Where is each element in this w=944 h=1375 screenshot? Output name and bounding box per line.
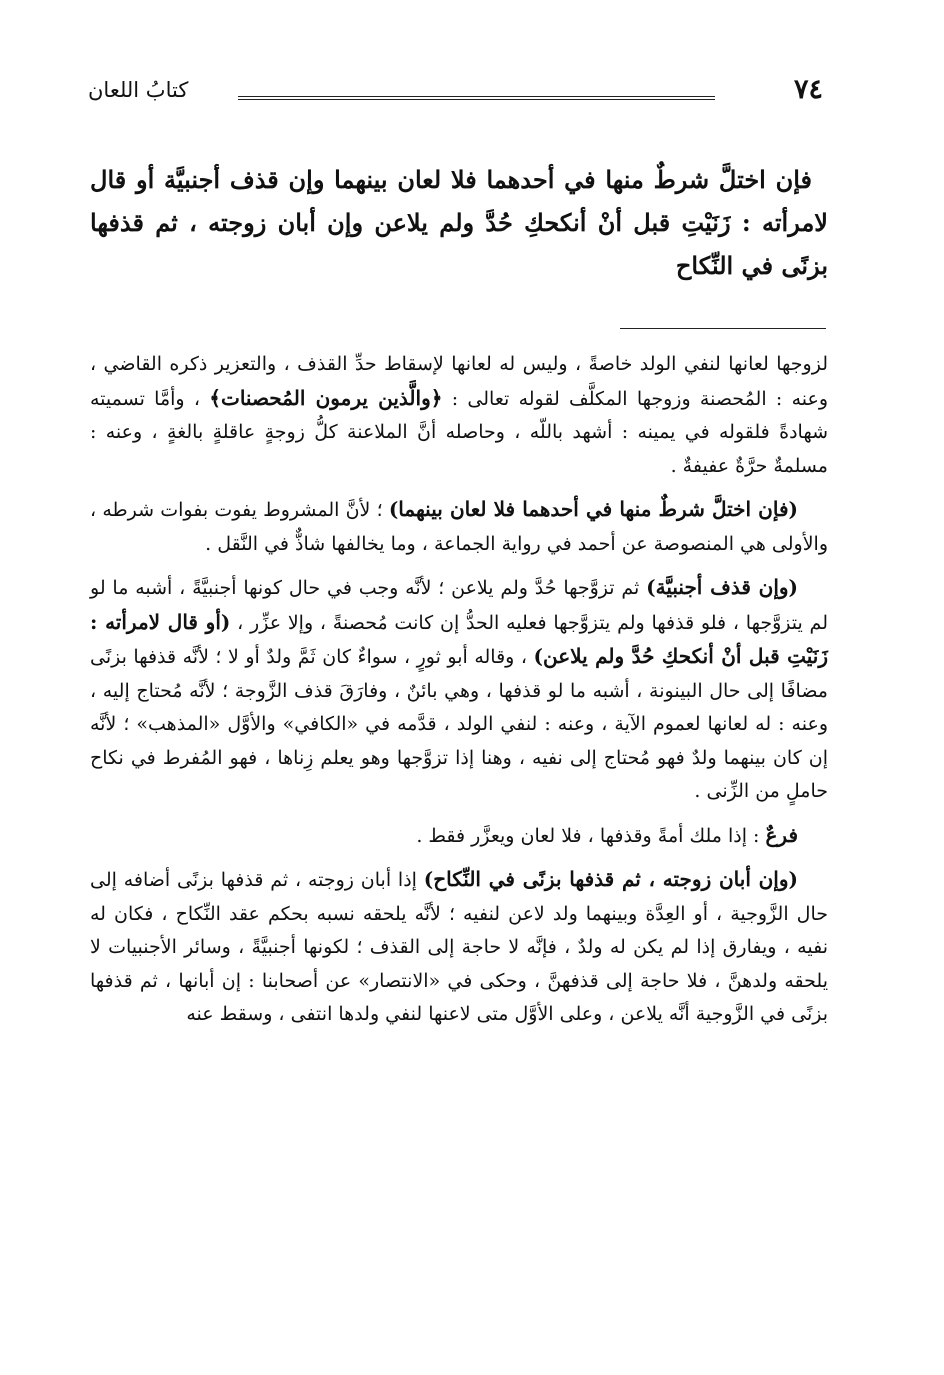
commentary-text: إذا أبان زوجته ، ثم قذفها بزنًى أضافه إلى حال الزَّوجية ، أو العِدَّة وبينهما ولد لاعن لنفيه ؛ لأنَّه يلحقه نسبه بحكم عقد النِّكاح ، فكان له نفيه ، ويفارق إذا لم يكن له ولدٌ ، فإنَّه لا حاجة إلى القذف ؛ لكونها أجنبيَّةً ، وسائر الأجنبيات لا يلحقه ولدهنَّ ، فلا حاجة إلى قذفهنَّ ، وحكى في «الانتصار» عن أصحابنا : إن أبانها ، ثم قذفها بزنًى في الزَّوجية أنَّه يلاعن ، وعلى الأوَّل متى لاعنها لنفي ولدها انتفى ، وسقط عنه — [90, 869, 828, 1025]
commentary-text: لزوجها لعانها لنفي الولد خاصةً ، وليس له لعانها لإسقاط حدِّ القذف ، والتعزير ذكره القاضي ، وعنه : المُحصنة وزوجها المكلَّف لقوله تعالى : — [90, 353, 829, 410]
commentary-paragraph-1 — [90, 348, 828, 483]
running-title: كتابُ اللعان — [88, 78, 189, 102]
commentary-paragraph-5 — [90, 863, 828, 1032]
commentary-text: ، وقاله أبو ثورٍ ، سواءٌ كان ثَمَّ ولدٌ أو لا ؛ لأنَّه قذفها بزنًى مضافًا إلى حال البينونة ، أشبه ما لو قذفها ، وهي بائنٌ ، وفارَقَ قذف الزَّوجة ؛ لأنَّه مُحتاج إليه ، وعنه : له لعانها لعموم الآية ، وعنه : لنفي الولد ، قدَّمه في «الكافي» والأوَّل «المذهب» ؛ لأنَّه إن كان بينهما ولدٌ فهو مُحتاج إلى نفيه ، وهنا إذا تزوَّجها وهو يعلم زِناها ، فهو المُفرط في نكاح حاملٍ من الزِّنى . — [90, 646, 828, 802]
running-header — [88, 74, 823, 114]
matn-text — [90, 158, 828, 287]
matn-body: فإن اختلَّ شرطٌ منها في أحدهما فلا لعان بينهما وإن قذف أجنبيَّة أو قال لامرأته : زَنَيْتِ قبل أنْ أنكحكِ حُدَّ ولم يلاعن وإن أبان زوجته ، ثم قذفها بزنًى في النِّكاح — [90, 165, 828, 280]
commentary-paragraph-2 — [90, 493, 828, 561]
header-rule — [238, 96, 715, 97]
commentary — [90, 348, 828, 1042]
matn-quote: (وإن أبان زوجته ، ثم قذفها بزنًى في النِّكاح) — [423, 867, 798, 891]
matn-quote: (أو قال لامرأته : زَنَيْتِ قبل أنْ أنكحكِ حُدَّ ولم يلاعن) — [90, 609, 829, 668]
footnote-separator — [620, 328, 826, 329]
matn-quote: (فإن اختلَّ شرطٌ منها في أحدهما فلا لعان بينهما) — [388, 497, 798, 521]
quran-quote: ﴿والَّذين يرمون المُحصنات﴾ — [209, 385, 443, 410]
commentary-paragraph-3 — [90, 571, 828, 809]
matn-quote: (وإن قذف أجنبيَّة) — [646, 575, 799, 599]
commentary-text: : إذا ملك أمةً وقذفها ، فلا لعان ويعزَّر فقط . — [416, 824, 766, 847]
page-number: ٧٤ — [793, 74, 823, 105]
commentary-text: ؛ لأنَّ المشروط يفوت بفوات شرطه ، والأولى هي المنصوصة عن أحمد في رواية الجماعة ، وما يخالفها شاذٌّ في النَّقل . — [90, 499, 828, 555]
far-label: فرعٌ — [765, 822, 798, 847]
commentary-text: ، وأمَّا تسميته شهادةً فلقوله في يمينه : أشهد باللّه ، وحاصله أنَّ الملاعنة كلُّ زوجةٍ عاقلةٍ بالغةٍ ، وعنه : مسلمةٌ حرَّةٌ عفيفةٌ . — [90, 387, 828, 477]
commentary-paragraph-4 — [90, 819, 828, 854]
commentary-text: ثم تزوَّجها حُدَّ ولم يلاعن ؛ لأنَّه وجب في حال كونها أجنبيَّةً ، أشبه ما لو لم يتزوَّجها ، فلو قذفها ولم يتزوَّجها فعليه الحدُّ إن كانت مُحصنةً ، وإلا عزِّر ، — [90, 577, 828, 634]
